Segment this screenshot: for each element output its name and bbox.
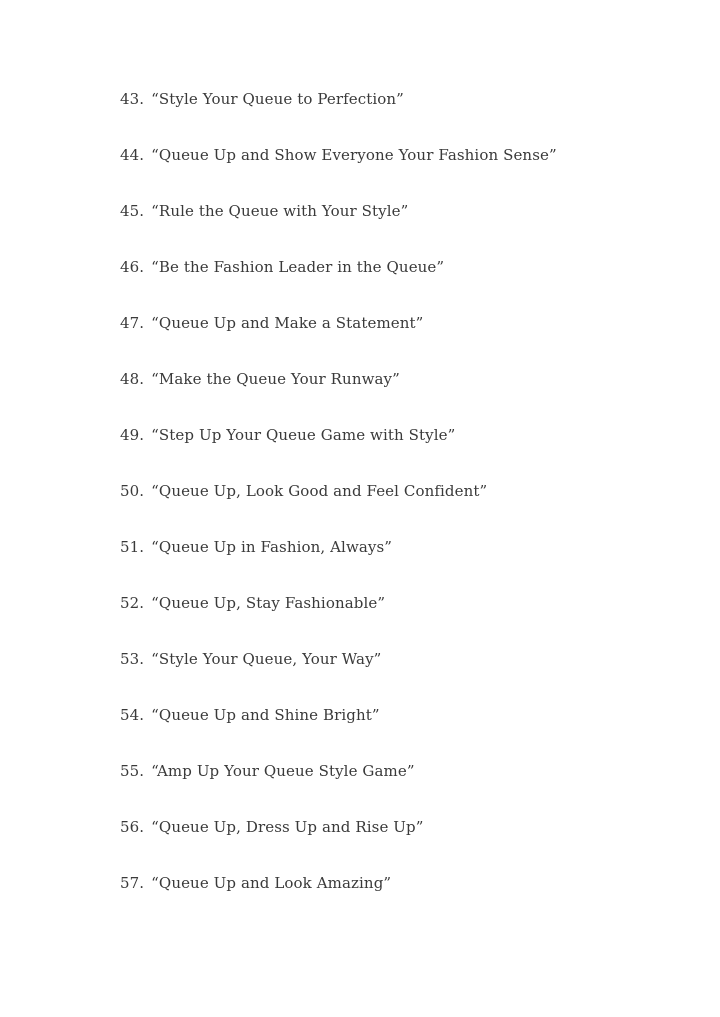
- item-text: “Style Your Queue to Perfection”: [151, 90, 404, 108]
- list-item: [120, 254, 557, 310]
- item-number: 54.: [120, 706, 145, 724]
- list-item: [120, 478, 557, 534]
- item-number: 47.: [120, 314, 145, 332]
- list-item: [120, 646, 557, 702]
- item-number: 45.: [120, 202, 145, 220]
- item-text: “Queue Up, Look Good and Feel Confident”: [151, 482, 488, 500]
- list-item: [120, 422, 557, 478]
- item-text: “Queue Up and Show Everyone Your Fashion Sense”: [151, 146, 557, 164]
- list-item: [120, 86, 557, 142]
- item-number: 57.: [120, 874, 145, 892]
- list-item: [120, 870, 557, 926]
- item-text: “Make the Queue Your Runway”: [151, 370, 400, 388]
- item-number: 44.: [120, 146, 145, 164]
- list-item: [120, 590, 557, 646]
- item-text: “Queue Up and Look Amazing”: [151, 874, 392, 892]
- item-text: “Style Your Queue, Your Way”: [151, 650, 382, 668]
- item-text: “Queue Up and Make a Statement”: [151, 314, 424, 332]
- item-number: 46.: [120, 258, 145, 276]
- item-number: 49.: [120, 426, 145, 444]
- list-item: [120, 702, 557, 758]
- item-text: “Queue Up in Fashion, Always”: [151, 538, 393, 556]
- item-text: “Queue Up, Stay Fashionable”: [151, 594, 386, 612]
- item-number: 51.: [120, 538, 145, 556]
- item-text: “Queue Up, Dress Up and Rise Up”: [151, 818, 424, 836]
- item-number: 55.: [120, 762, 145, 780]
- item-text: “Rule the Queue with Your Style”: [151, 202, 409, 220]
- item-text: “Amp Up Your Queue Style Game”: [151, 762, 415, 780]
- item-number: 53.: [120, 650, 145, 668]
- slogan-list: [120, 86, 557, 926]
- list-item: [120, 534, 557, 590]
- item-number: 56.: [120, 818, 145, 836]
- list-item: [120, 366, 557, 422]
- item-number: 50.: [120, 482, 145, 500]
- list-item: [120, 310, 557, 366]
- list-item: [120, 814, 557, 870]
- item-number: 43.: [120, 90, 145, 108]
- item-number: 52.: [120, 594, 145, 612]
- item-text: “Step Up Your Queue Game with Style”: [151, 426, 456, 444]
- list-item: [120, 758, 557, 814]
- list-item: [120, 198, 557, 254]
- list-item: [120, 142, 557, 198]
- item-text: “Be the Fashion Leader in the Queue”: [151, 258, 445, 276]
- item-number: 48.: [120, 370, 145, 388]
- item-text: “Queue Up and Shine Bright”: [151, 706, 380, 724]
